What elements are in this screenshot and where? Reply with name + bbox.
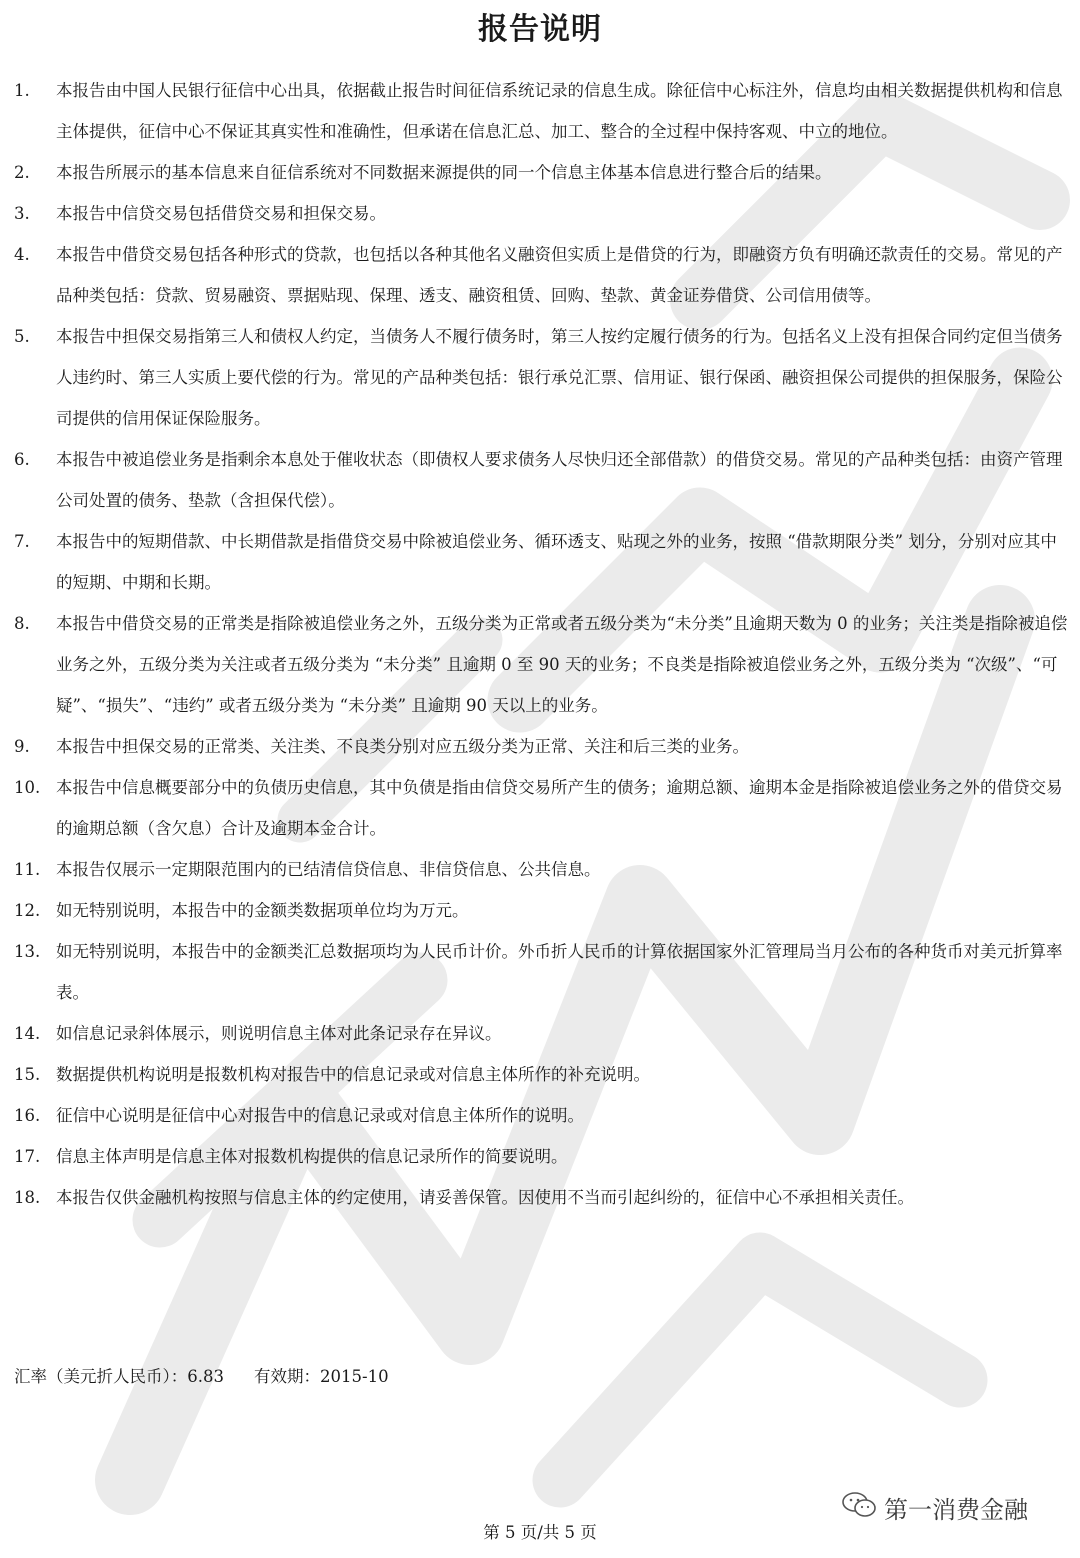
note-item xyxy=(14,521,1072,603)
note-text: 本报告中借贷交易包括各种形式的贷款，也包括以各种其他名义融资但实质上是借贷的行为，即融资方负有明确还款责任的交易。常见的产品种类包括：贷款、贸易融资、票据贴现、保理、透支、融资租赁、回购、垫款、黄金证券借贷、公司信用债等。 xyxy=(56,245,1063,305)
note-text: 本报告中被追偿业务是指剩余本息处于催收状态（即债权人要求债务人尽快归还全部借款）的借贷交易。常见的产品种类包括：由资产管理公司处置的债务、垫款（含担保代偿）。 xyxy=(56,450,1063,510)
note-number: 11. xyxy=(14,860,41,879)
page-title: 报告说明 xyxy=(478,12,602,47)
note-number: 17. xyxy=(14,1147,41,1166)
brand-name: 第一消费金融 xyxy=(884,1496,1028,1524)
exchange-rate: 汇率（美元折人民币）：6.83 xyxy=(14,1367,224,1386)
note-item xyxy=(14,603,1072,726)
note-number: 8. xyxy=(14,614,30,633)
notes-list xyxy=(14,70,1072,1218)
note-number: 13. xyxy=(14,942,41,961)
note-item xyxy=(14,767,1072,849)
note-number: 10. xyxy=(14,778,41,797)
note-item xyxy=(14,316,1072,439)
note-item xyxy=(14,152,1072,193)
note-number: 1. xyxy=(14,81,30,100)
note-number: 2. xyxy=(14,163,30,182)
note-item xyxy=(14,439,1072,521)
note-text: 数据提供机构说明是报数机构对报告中的信息记录或对信息主体所作的补充说明。 xyxy=(56,1065,650,1084)
note-text: 本报告所展示的基本信息来自征信系统对不同数据来源提供的同一个信息主体基本信息进行整合后的结果。 xyxy=(56,163,832,182)
note-item xyxy=(14,1013,1072,1054)
validity-period: 有效期：2015-10 xyxy=(254,1367,389,1386)
page-number: 第 5 页/共 5 页 xyxy=(483,1523,597,1542)
note-number: 14. xyxy=(14,1024,41,1043)
note-number: 5. xyxy=(14,327,30,346)
note-text: 信息主体声明是信息主体对报数机构提供的信息记录所作的简要说明。 xyxy=(56,1147,568,1166)
note-text: 本报告中信息概要部分中的负债历史信息，其中负债是指由信贷交易所产生的债务；逾期总额、逾期本金是指除被追偿业务之外的借贷交易的逾期总额（含欠息）合计及逾期本金合计。 xyxy=(56,778,1063,838)
note-text: 如信息记录斜体展示，则说明信息主体对此条记录存在异议。 xyxy=(56,1024,502,1043)
note-item xyxy=(14,1177,1072,1218)
note-number: 16. xyxy=(14,1106,41,1125)
note-number: 6. xyxy=(14,450,30,469)
note-number: 3. xyxy=(14,204,30,223)
note-text: 本报告仅供金融机构按照与信息主体的约定使用，请妥善保管。因使用不当而引起纠纷的，征信中心不承担相关责任。 xyxy=(56,1188,914,1207)
note-number: 9. xyxy=(14,737,30,756)
note-item xyxy=(14,193,1072,234)
note-number: 4. xyxy=(14,245,30,264)
note-number: 15. xyxy=(14,1065,41,1084)
note-number: 7. xyxy=(14,532,30,551)
note-item xyxy=(14,70,1072,152)
note-text: 如无特别说明，本报告中的金额类汇总数据项均为人民币计价。外币折人民币的计算依据国家外汇管理局当月公布的各种货币对美元折算率表。 xyxy=(56,942,1063,1002)
note-text: 本报告中担保交易的正常类、关注类、不良类分别对应五级分类为正常、关注和后三类的业务。 xyxy=(56,737,749,756)
note-number: 12. xyxy=(14,901,41,920)
note-item xyxy=(14,1054,1072,1095)
note-text: 征信中心说明是征信中心对报告中的信息记录或对信息主体所作的说明。 xyxy=(56,1106,584,1125)
note-item xyxy=(14,1095,1072,1136)
note-number: 18. xyxy=(14,1188,41,1207)
note-text: 本报告仅展示一定期限范围内的已结清信贷信息、非信贷信息、公共信息。 xyxy=(56,860,601,879)
note-text: 本报告由中国人民银行征信中心出具，依据截止报告时间征信系统记录的信息生成。除征信中心标注外，信息均由相关数据提供机构和信息主体提供，征信中心不保证其真实性和准确性，但承诺在信息汇总、加工、整合的全过程中保持客观、中立的地位。 xyxy=(56,81,1063,141)
note-text: 如无特别说明，本报告中的金额类数据项单位均为万元。 xyxy=(56,901,469,920)
exchange-rate-line xyxy=(14,1360,389,1394)
note-text: 本报告中担保交易指第三人和债权人约定，当债务人不履行债务时，第三人按约定履行债务的行为。包括名义上没有担保合同约定但当债务人违约时、第三人实质上要代偿的行为。常见的产品种类包括：银行承兑汇票、信用证、银行保函、融资担保公司提供的担保服务，保险公司提供的信用保证保险服务。 xyxy=(56,327,1063,428)
note-item xyxy=(14,1136,1072,1177)
note-text: 本报告中的短期借款、中长期借款是指借贷交易中除被追偿业务、循环透支、贴现之外的业务，按照 “借款期限分类” 划分，分别对应其中的短期、中期和长期。 xyxy=(56,532,1057,592)
note-item xyxy=(14,849,1072,890)
note-text: 本报告中信贷交易包括借贷交易和担保交易。 xyxy=(56,204,386,223)
note-item xyxy=(14,931,1072,1013)
note-item xyxy=(14,726,1072,767)
note-text: 本报告中借贷交易的正常类是指除被追偿业务之外，五级分类为正常或者五级分类为“未分类”且逾期天数为 0 的业务；关注类是指除被追偿业务之外，五级分类为关注或者五级分类为 “未分类” 且逾期 0 至 90 天的业务；不良类是指除被追偿业务之外，五级分类为 “次级”、“可疑”、“损失”、“违约” 或者五级分类为 “未分类” 且逾期 90 天以上的业务。 xyxy=(56,614,1068,715)
note-item xyxy=(14,890,1072,931)
note-item xyxy=(14,234,1072,316)
